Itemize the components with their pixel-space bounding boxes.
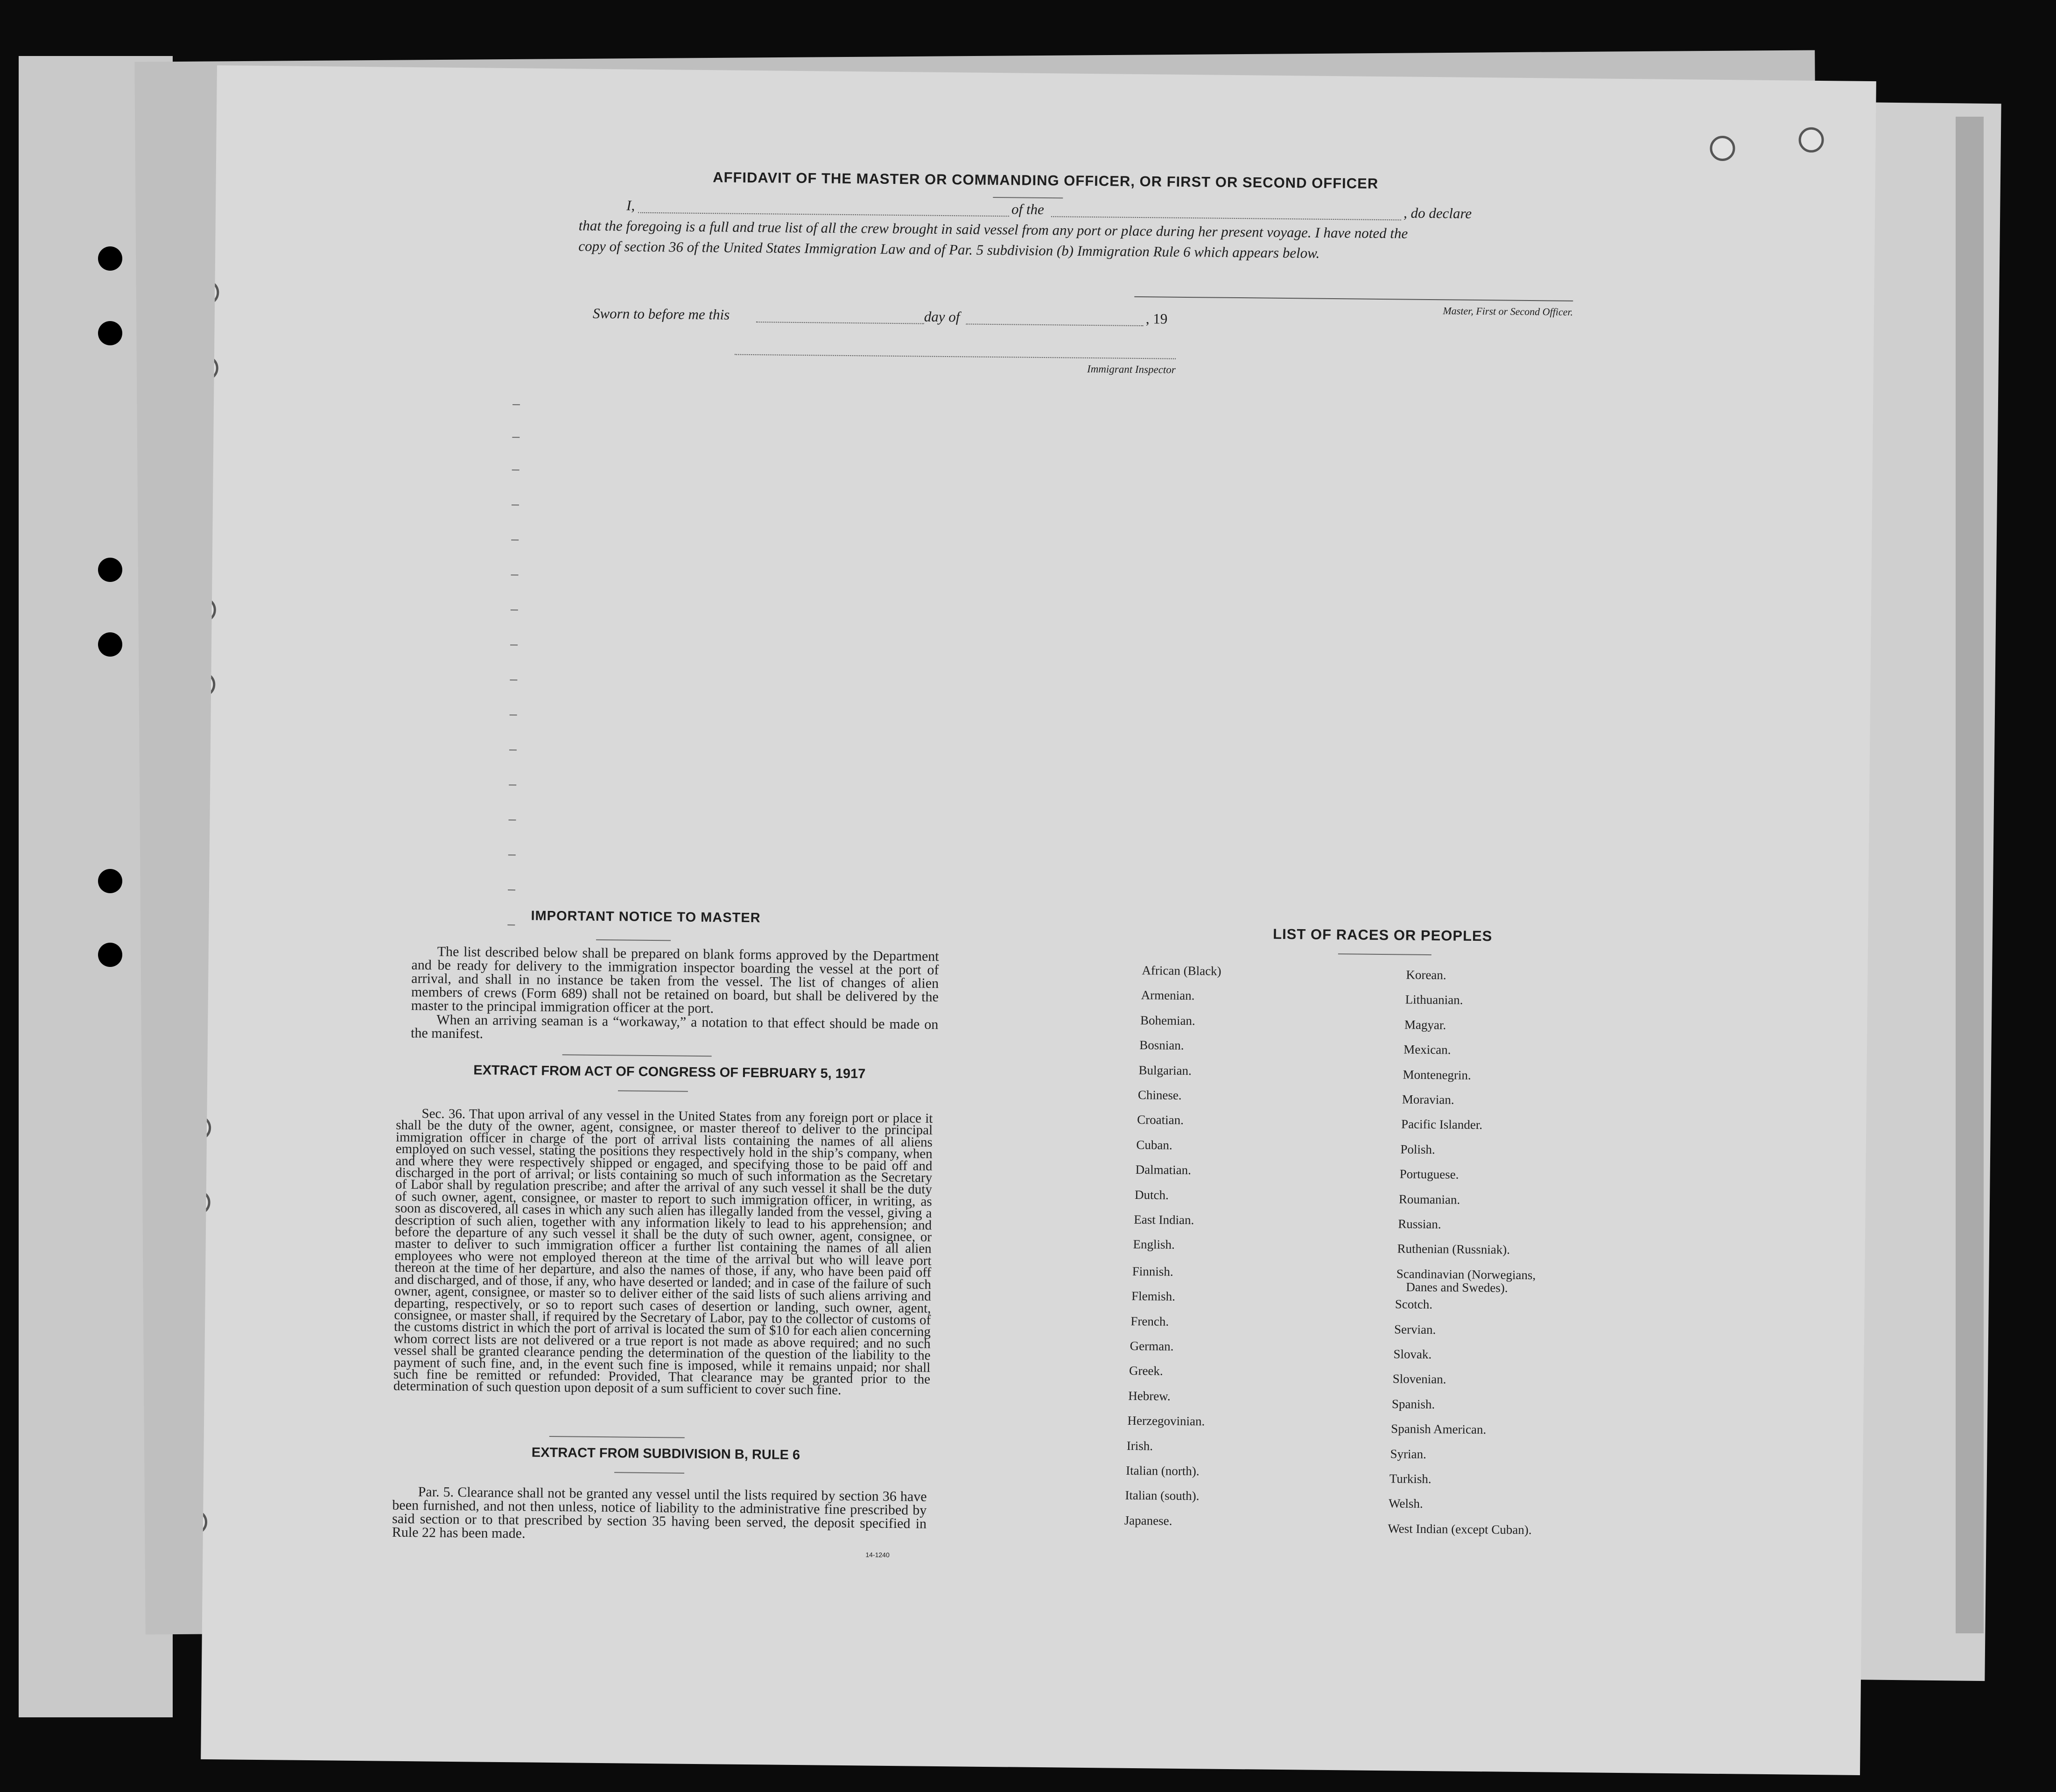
race-item: Montenegrin. <box>1403 1067 1471 1082</box>
race-item: German. <box>1130 1338 1174 1353</box>
affidavit-page <box>201 65 1876 1775</box>
vessel-name-field[interactable] <box>1051 216 1401 220</box>
background-sheet-edge <box>1956 117 1984 1633</box>
inspector-caption: Immigrant Inspector <box>1087 363 1176 376</box>
master-signature-caption: Master, First or Second Officer. <box>1443 305 1573 318</box>
affidavit-line-3: copy of section 36 of the United States Immigration Law and of Par. 5 subdivision (b) Immigration Rule 6 which appears below. <box>578 238 1320 261</box>
race-item: Japanese. <box>1124 1513 1172 1528</box>
punch-hole <box>98 943 122 967</box>
race-item: Turkish. <box>1389 1471 1431 1486</box>
notice-body-2: When an arriving seaman is a “workaway,” a notation to that effect should be made on the manifest. <box>410 1012 939 1042</box>
divider <box>596 939 671 941</box>
race-item: Croatian. <box>1137 1113 1184 1127</box>
punch-hole <box>98 869 122 893</box>
divider <box>614 1472 684 1473</box>
race-item: Danes and Swedes). <box>1406 1280 1508 1295</box>
sworn-day-label: day of <box>924 308 960 325</box>
race-item: Scandinavian (Norwegians, <box>1396 1267 1536 1282</box>
race-item: Armenian. <box>1141 988 1195 1003</box>
race-item: Lithuanian. <box>1405 992 1463 1008</box>
race-item: Portuguese. <box>1399 1167 1459 1182</box>
declare-text: , do declare <box>1403 204 1472 222</box>
declarant-name-field[interactable] <box>638 212 1009 217</box>
affidavit-line-2: that the foregoing is a full and true list of all the crew brought in said vessel from any port or place during her present voyage. I have noted the <box>578 217 1408 242</box>
sworn-year-label: , 19 <box>1145 310 1168 327</box>
race-item: Bohemian. <box>1140 1013 1195 1028</box>
divider <box>993 197 1063 198</box>
affidavit-title: AFFIDAVIT OF THE MASTER OR COMMANDING OFFICER, OR FIRST OR SECOND OFFICER <box>713 169 1379 192</box>
race-item: Pacific Islander. <box>1401 1117 1483 1132</box>
race-item: Cuban. <box>1136 1137 1172 1152</box>
form-number: 14-1240 <box>865 1551 890 1559</box>
punch-hole <box>98 632 122 657</box>
race-item: Flemish. <box>1131 1289 1176 1304</box>
race-item: East Indian. <box>1134 1212 1194 1227</box>
race-item: English. <box>1133 1237 1175 1252</box>
punch-hole <box>98 246 122 271</box>
race-item: Scotch. <box>1395 1297 1433 1312</box>
race-item: Greek. <box>1129 1364 1163 1378</box>
extract-act-title: EXTRACT FROM ACT OF CONGRESS OF FEBRUARY 5, 1917 <box>473 1063 866 1082</box>
race-item: Welsh. <box>1388 1496 1423 1511</box>
vessel-prefix: of the <box>1011 201 1045 218</box>
race-item: Dutch. <box>1134 1187 1169 1202</box>
notice-body: The list described below shall be prepared on blank forms approved by the Department and be ready for delivery to the immigration inspector boarding the vessel at the port of arrival, and shall in no instance be taken from the vessel. The list of changes of alien members of crews (Form 689) shall not be retained on board, but shall be delivered by the master to the principal immigration officer at the port. <box>411 944 939 1016</box>
punch-hole <box>98 558 122 582</box>
race-item: Slovak. <box>1393 1347 1432 1362</box>
race-item: Hebrew. <box>1128 1388 1171 1403</box>
divider <box>618 1090 688 1092</box>
race-item: Polish. <box>1400 1142 1435 1156</box>
race-item: Italian (south). <box>1125 1488 1200 1503</box>
race-item: Russian. <box>1398 1217 1441 1232</box>
declarant-prefix: I, <box>626 197 635 214</box>
extract-act-body: Sec. 36. That upon arrival of any vessel in the United States from any foreign port or place it shall be the duty of the owner, agent, consignee, or master thereof to deliver to the principal immigration officer in charge of the port of arrival lists containing the names of all aliens employed on such vessel, stating the positions they respectively hold in the ship’s company, when and where they were respectively shipped or engaged, and specifying those to be paid off and discharged in the port of arrival; or lists containing so much of such information as the Secretary of Labor shall by regulation prescribe; and after the arrival of any such vessel it shall be the duty of such owner, agent, consignee, or master to report to such immigration officer, in writing, as soon as discovered, all cases in which any such alien has illegally landed from the vessel, giving a description of such alien, together with any information likely to lead to his apprehension; and before the departure of any such vessel it shall be the duty of such owner, agent, consignee, or master to deliver to such immigration officer a further list containing the names of all alien employees who were not employed thereon at the time of the arrival but who will leave port thereon at the time of her departure, and also the names of those, if any, who have been paid off and discharged, and of those, if any, who have deserted or landed; and in case of the failure of such owner, agent, consignee, or master so to deliver either of the said lists of such aliens arriving and departing, respectively, or so to report such cases of desertion or landing, such owner, agent, consignee, or master shall, if required by the Secretary of Labor, pay to the collector of customs of the customs district in which the port of arrival is located the sum of $10 for each alien concerning whom correct lists are not delivered or a true report is not made as above required; and no such vessel shall be granted clearance pending the determination of the question of the liability to the payment of such fine, and, in the event such fine is imposed, while it remains unpaid; nor shall such fine be remitted or refunded: Provided, That clearance may be granted prior to the determination of such question upon deposit of a sum sufficient to cover such fine. <box>393 1106 933 1398</box>
race-item: Syrian. <box>1390 1446 1426 1461</box>
master-signature-line[interactable] <box>1134 296 1573 301</box>
race-item: African (Black) <box>1142 963 1221 978</box>
race-item: Ruthenian (Russniak). <box>1397 1241 1510 1257</box>
races-title: LIST OF RACES OR PEOPLES <box>1273 925 1493 945</box>
punch-hole <box>98 321 122 345</box>
race-item: Finnish. <box>1132 1264 1173 1279</box>
sworn-prefix: Sworn to before me this <box>592 305 730 323</box>
race-item: Magyar. <box>1404 1017 1446 1032</box>
race-item: Irish. <box>1126 1438 1153 1453</box>
race-item: Spanish. <box>1391 1397 1435 1411</box>
inspector-signature-line[interactable] <box>735 354 1176 359</box>
race-item: Mexican. <box>1403 1042 1451 1057</box>
notice-title: IMPORTANT NOTICE TO MASTER <box>531 908 761 926</box>
extract-rule-body: Par. 5. Clearance shall not be granted any vessel until the lists required by section 36 have been furnished, and not then unless, notice of liability to the administrative fine prescribed by said section or to that prescribed by section 35 having been served, the deposit specified in Rule 22 has been made. <box>392 1484 927 1541</box>
extract-rule-title: EXTRACT FROM SUBDIVISION B, RULE 6 <box>531 1445 800 1463</box>
divider <box>549 1436 685 1438</box>
sworn-day-field[interactable] <box>756 322 924 324</box>
race-item: Spanish American. <box>1391 1421 1487 1437</box>
race-item: Bosnian. <box>1139 1038 1184 1053</box>
race-item: Bulgarian. <box>1138 1063 1192 1078</box>
punch-hole <box>1798 127 1824 153</box>
punch-hole <box>1710 136 1735 161</box>
race-item: Roumanian. <box>1398 1192 1460 1207</box>
sworn-month-field[interactable] <box>966 323 1144 326</box>
race-item: Italian (north). <box>1126 1463 1200 1478</box>
race-item: Servian. <box>1394 1322 1436 1337</box>
race-item: Dalmatian. <box>1135 1162 1192 1177</box>
race-item: Chinese. <box>1137 1088 1182 1102</box>
race-item: Slovenian. <box>1392 1372 1446 1386</box>
race-item: French. <box>1130 1314 1169 1329</box>
race-item: West Indian (except Cuban). <box>1388 1521 1532 1537</box>
divider <box>1338 953 1431 955</box>
race-item: Herzegovinian. <box>1127 1414 1205 1428</box>
race-item: Korean. <box>1406 967 1446 982</box>
race-item: Moravian. <box>1402 1092 1454 1107</box>
divider <box>562 1054 712 1057</box>
